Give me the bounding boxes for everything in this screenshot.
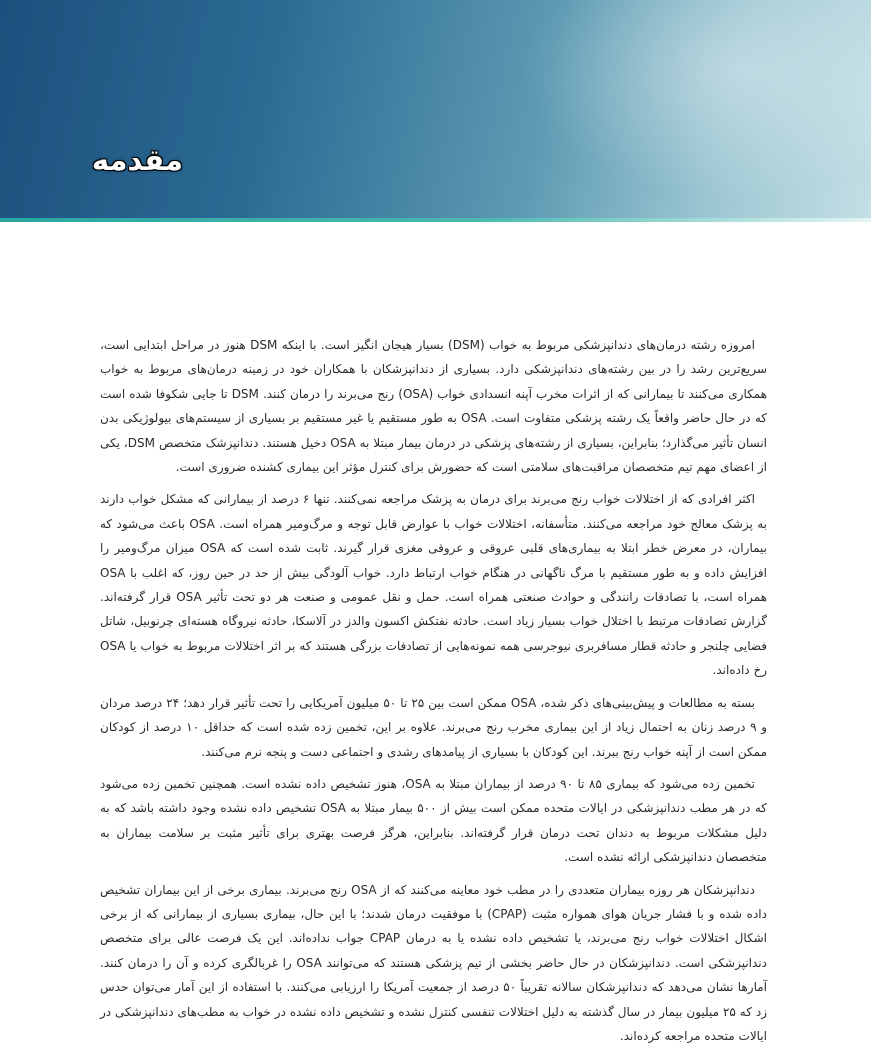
paragraph-5: دندانپزشکان هر روزه بیماران متعددی را در مطب خود معاینه می‌کنند که از OSA رنج می‌برند. بیماری برخی از این بیماران تشخیص داده شده و با فشار جریان هوای همواره مثبت (CPAP) با موفقیت درمان شدند؛ با این حال، بیماری بسیاری از بیمارانی که از برخی اشکال اختلالات خواب رنج می‌برند، یا تشخیص داده نشده یا به درمان CPAP جواب نداده‌اند. این یک فرصت عالی برای متخصص دندانپزشکی است. دندانپزشکان در حال حاضر بخشی از تیم پزشکی هستند که می‌توانند OSA را غربالگری کرده و آن را درمان کنند. آمارها نشان می‌دهد که دندانپزشکان سالانه تقریباً ۵۰ درصد از جمعیت آمریکا را ارزیابی می‌کنند. با استفاده از این آمار می‌توان حدس زد که ۲۵ میلیون بیمار در سال گذشته به دلیل اختلالات تنفسی کنترل نشده و تشخیص داده نشده در خواب به مطب‌های دندانپزشکی در ایالات متحده مراجعه کرده‌اند. (100, 882, 767, 1043)
banner-light-glow (520, 0, 871, 200)
paragraph-4: تخمین زده می‌شود که بیماری ۸۵ تا ۹۰ درصد از بیماران مبتلا به OSA، هنوز تشخیص داده نشده است. همچنین تخمین زده می‌شود که در هر مطب دندانپزشکی در ایالات متحده ممکن است بیش از ۵۰۰ بیمار مبتلا به OSA تشخیص داده نشده وجود داشته باشد که به دلیل مشکلات مربوط به دندان تحت درمان قرار گرفته‌اند. بنابراین، هرگز فرصت بهتری برای تأثیر مثبت بر سلامت بیماران به متخصصان دندانپزشکی ارائه نشده است. (100, 776, 767, 865)
chapter-header-banner (0, 0, 871, 218)
paragraph-3: بسته به مطالعات و پیش‌بینی‌های ذکر شده، OSA ممکن است بین ۲۵ تا ۵۰ میلیون آمریکایی را تحت تأثیر قرار دهد؛ ۲۴ درصد مردان و ۹ درصد زنان به احتمال زیاد از این بیماری مخرب رنج می‌برند. علاوه بر این، تخمین زده شده است که حداقل ۱۰ درصد از کودکان ممکن است از آپنه خواب رنج ببرند. این کودکان با بسیاری از پیامدهای رشدی و اجتماعی دست و پنجه نرم می‌کنند. (100, 695, 768, 759)
paragraph-1: امروزه رشته درمان‌های دندانپزشکی مربوط به خواب (DSM) بسیار هیجان انگیز است. با اینکه DSM هنوز در مراحل ابتدایی است، سریع‌ترین رشد را در بین رشته‌های دندانپزشکی دارد. بسیاری از دندانپزشکان با همکاران خود در زمینه درمان‌های مربوط به خواب همکاری می‌کنند تا بیمارانی که از اثرات مخرب آپنه انسدادی خواب (OSA) رنج می‌برند را درمان کنند. DSM تا جایی شکوفا شده است که در حال حاضر واقعاً یک رشته پزشکی متفاوت است. OSA به طور مستقیم یا غیر مستقیم بر بسیاری از سیستم‌های بیولوژیکی بدن انسان تأثیر می‌گذارد؛ بنابراین، بسیاری از رشته‌های پزشکی در درمان بیمار مبتلا به OSA دخیل هستند. دندانپزشک متخصص DSM، یکی از اعضای مهم تیم متخصصان مراقبت‌های سلامتی است که حضورش برای کنترل مؤثر این بیماری کشنده ضروری است. (100, 338, 768, 475)
header-accent-line (0, 218, 871, 222)
chapter-title: مقدمه (91, 143, 183, 177)
paragraph-2: اکثر افرادی که از اختلالات خواب رنج می‌برند برای درمان به پزشک مراجعه نمی‌کنند. تنها ۶ درصد از بیمارانی که مشکل خواب دارند به پزشک معالج خود مراجعه می‌کنند. متأسفانه، اختلالات خواب با عوارض قابل توجه و مرگ‌ومیر همراه است. OSA باعث می‌شود که بیماران، در معرض خطر ابتلا به بیماری‌های قلبی عروقی و عروقی مغزی قرار گیرند. ثابت شده است که OSA میزان مرگ‌ومیر را افزایش داده و به طور مستقیم با مرگ ناگهانی در هنگام خواب ارتباط دارد. خواب آلودگی بیش از حد در حین روز، که اغلب با OSA همراه است، با تصادفات رانندگی و حوادث صنعتی همراه است. حمل و نقل عمومی و صنعت هر دو تحت تأثیر OSA قرار گرفته‌اند. گزارش تصادفات مرتبط با اختلال خواب بسیار زیاد است. حادثه نفتکش اکسون والدز در آلاسکا، حادثه نیروگاه هسته‌ای چرنوبیل، شاتل فضایی چلنجر و حادثه قطار مسافربری نیوجرسی همه نمونه‌هایی از تصادفات بزرگی هستند که بر اثر اختلالات مربوط به خواب یا OSA رخ داده‌اند. (100, 492, 768, 678)
chapter-body (100, 333, 767, 1056)
